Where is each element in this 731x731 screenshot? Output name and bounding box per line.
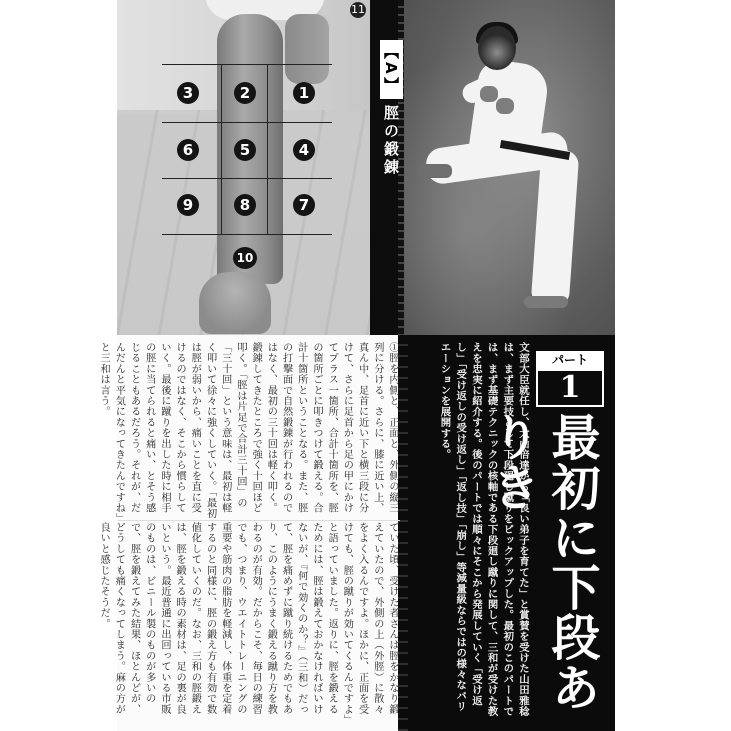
- zone-marker: 9: [177, 194, 199, 216]
- kick-photo: [404, 0, 615, 335]
- body-text-lower: ていた頃、受けた者さんは脛をかなり鍛えていたので、外側の上（外脛）に散々をよく入るんですよ。ほかに、正面を受けても、脛の蹴りが効いてくるんですよ」と語っていました。返りに、脛を鍛えるためには、脛は鍛えておかなければいけないが、『何で効くのか？』（三和）だって、脛を痛めずに蹴り続けるためでもあり、このようにうまく鍛える蹴り方を教わるのが有効。だからこそ、毎日の練習でも、つまり、ウエイトトレーニングの重要や筋肉の脂肪を軽減し、体重を定着するのと同様に、脛の鍛え方も有効で数値化していくのだ。なお、三和の脛鍛えは、脛を鍛える時の素材は、足の裏が良いという。最近普通に出回っている市販のものは、ビニール製のものが多いので、脛を鍛えてみた結果、ほとんどが、どうしても痛くなってしまう。麻の方が良いと感じたそうだ。: [98, 522, 398, 721]
- fighter-fist: [480, 86, 498, 102]
- part-label: パート: [536, 351, 604, 369]
- zone-marker: 4: [293, 139, 315, 161]
- fighter-head: [478, 26, 516, 70]
- fighter-fist: [496, 98, 514, 114]
- photo-back-leg: [285, 14, 329, 84]
- part-title: 最初に下段ありき: [484, 412, 601, 712]
- photo-foot: [199, 272, 271, 334]
- lead-paragraph: 文部大臣就任し、大山倍達から「良い弟子を育てた」と賞賛を受けた山田雅稔は、まず主要技として下段廻し蹴りをピックアップした。最初のこのパートでは、まず基礎テクニックの核軸である下段廻し蹴りに関して、三和が受けた教えを忠実に紹介する。後のパートでは順々にそこから発展していく「受け返し」「受け返しの受け返し」「返し技」「崩し」等減量級ならではの様々なバリエーションを展開する。: [438, 342, 529, 717]
- grid-line: [162, 234, 332, 235]
- zone-marker: 1: [293, 82, 315, 104]
- grid-line: [162, 178, 332, 179]
- zone-marker: 7: [293, 194, 315, 216]
- zone-marker: 6: [177, 139, 199, 161]
- fighter-kicking-foot: [418, 164, 452, 178]
- shin-photo: [117, 0, 370, 335]
- photo-caption: [380, 40, 403, 177]
- column-divider: [118, 520, 400, 521]
- zone-marker: 2: [234, 82, 256, 104]
- zone-marker: 5: [234, 139, 256, 161]
- grid-line: [162, 122, 332, 123]
- zone-marker: 8: [234, 194, 256, 216]
- zone-marker: 10: [233, 247, 257, 269]
- caption-text: 脛の鍛錬: [382, 104, 400, 177]
- part-number: 1: [536, 369, 604, 407]
- fighter-standing-foot: [524, 296, 568, 308]
- body-text-upper: ①脛を内側と、正面と、外側の縦三列に分ける。さらに、膝に近い上、真ん中、足首に近い下と横三段に分けて、さらに足首から足の甲にかけてプラス一箇所、合計十箇所を、脛の箇所ごとに叩きつけて鍛える。合計十箇所ということなる。また、脛の打撃面で自然鍛錬が行われるのではなく、最初の三十回は軽く叩く。鍛錬してきたところで強く十回ほど叩く。「脛は片足で合計三十回」の「三十回」という意味は、最初は軽く叩いて徐々に強くしていく。「最初は脛が弱いから、痛いことを直に受けるのではなく、そこから慣らしていく。最後に蹴りを出した時に相手の脛に当てられると痛い、とそう感じることもあるだろう。それが、だんだんと平気になってきたんですね」と三和は言う。: [98, 342, 398, 519]
- page-number-badge: 11: [351, 3, 365, 16]
- grid-line: [221, 64, 222, 234]
- grid-line: [162, 64, 332, 65]
- caption-bracket-label: 【A】: [380, 40, 403, 99]
- zone-marker: 3: [177, 82, 199, 104]
- grid-line: [267, 64, 268, 234]
